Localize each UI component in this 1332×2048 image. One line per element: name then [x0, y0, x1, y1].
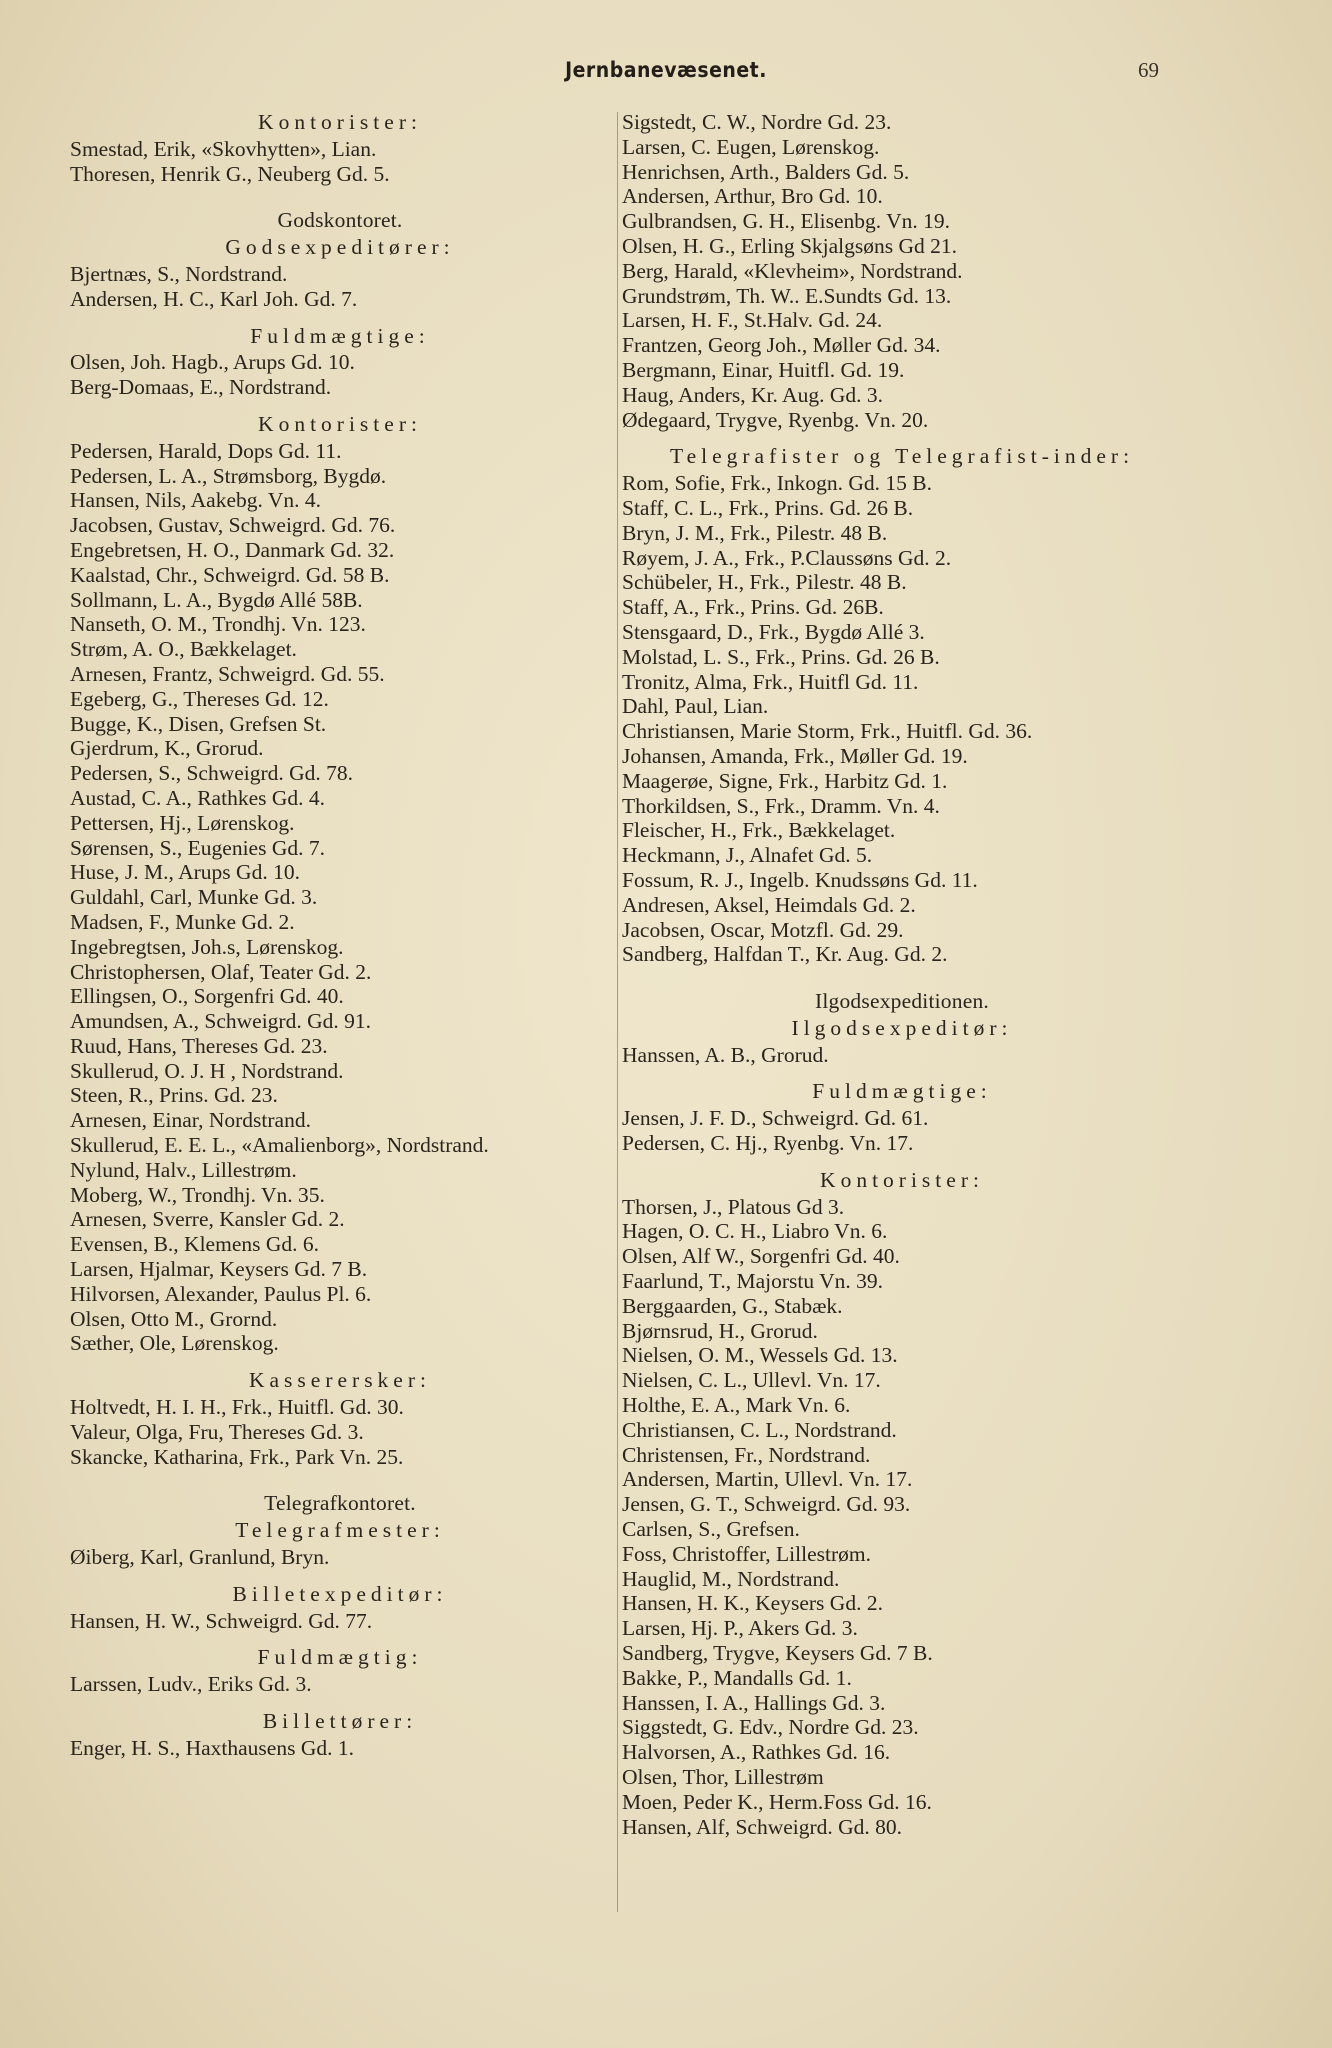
directory-entry: Dahl, Paul, Lian.: [622, 694, 769, 719]
left-column: [70, 110, 610, 1761]
directory-section: [622, 1067, 1182, 1155]
directory-entry: Rom, Sofie, Frk., Inkogn. Gd. 15 B.: [622, 471, 932, 496]
office-title: Ilgodsexpeditionen.: [815, 989, 989, 1014]
directory-entry: Bakke, P., Mandalls Gd. 1.: [622, 1665, 852, 1690]
directory-entry: Gjerdrum, K., Grorud.: [70, 736, 264, 761]
section-heading: Billettører:: [262, 1709, 418, 1734]
directory-entry: Jensen, G. T., Schweigrd. Gd. 93.: [622, 1492, 911, 1517]
directory-entry: Madsen, F., Munke Gd. 2.: [70, 909, 295, 934]
section-gap: [70, 1356, 610, 1366]
directory-entry: Huse, J. M., Arups Gd. 10.: [70, 860, 300, 885]
directory-entry: Hauglid, M., Nordstrand.: [622, 1566, 840, 1591]
right-column: [622, 110, 1182, 1839]
directory-entry: Hagen, O. C. H., Liabro Vn. 6.: [622, 1219, 888, 1244]
directory-entry: Olsen, H. G., Erling Skjalgsøns Gd 21.: [622, 233, 958, 258]
directory-section: [70, 110, 610, 186]
directory-entry: Hansen, Alf, Schweigrd. Gd. 80.: [622, 1814, 903, 1839]
directory-entry: Engebretsen, H. O., Danmark Gd. 32.: [70, 537, 395, 562]
directory-entry: Bugge, K., Disen, Grefsen St.: [70, 711, 327, 736]
directory-entry: Sigstedt, C. W., Nordre Gd. 23.: [622, 110, 892, 134]
section-heading: Kasserersker:: [248, 1368, 431, 1393]
directory-entry: Strøm, A. O., Bækkelaget.: [70, 637, 297, 662]
directory-entry: Ødegaard, Trygve, Ryenbg. Vn. 20.: [622, 407, 929, 432]
directory-entry: Tronitz, Alma, Frk., Huitfl Gd. 11.: [622, 669, 919, 694]
section-gap: [70, 312, 610, 322]
section-heading: Fuldmægtige:: [812, 1079, 992, 1104]
section-heading: Fuldmægtige:: [250, 323, 430, 348]
directory-entry: Egeberg, G., Thereses Gd. 12.: [70, 686, 329, 711]
directory-entry: Stensgaard, D., Frk., Bygdø Allé 3.: [622, 619, 925, 644]
directory-entry: Larssen, Ludv., Eriks Gd. 3.: [70, 1672, 312, 1697]
directory-section: [70, 1469, 610, 1569]
directory-entry: Enger, H. S., Haxthausens Gd. 1.: [70, 1735, 354, 1760]
directory-entry: Jacobsen, Gustav, Schweigrd. Gd. 76.: [70, 513, 396, 538]
directory-entry: Hanssen, I. A., Hallings Gd. 3.: [622, 1690, 886, 1715]
directory-entry: Smestad, Erik, «Skovhytten», Lian.: [70, 136, 377, 161]
directory-entry: Holthe, E. A., Mark Vn. 6.: [622, 1393, 851, 1418]
directory-entry: Hansen, Nils, Aakebg. Vn. 4.: [70, 488, 322, 513]
directory-entry: Olsen, Alf W., Sorgenfri Gd. 40.: [622, 1244, 900, 1269]
directory-entry: Christiansen, Marie Storm, Frk., Huitfl. Gd. 36.: [622, 719, 1033, 744]
directory-entry: Andersen, Martin, Ullevl. Vn. 17.: [622, 1467, 913, 1492]
directory-entry: Grundstrøm, Th. W.. E.Sundts Gd. 13.: [622, 283, 952, 308]
section-heading: Ilgodsexpeditør:: [791, 1015, 1013, 1040]
section-gap: [70, 1570, 610, 1580]
directory-entry: Molstad, L. S., Frk., Prins. Gd. 26 B.: [622, 644, 940, 669]
directory-entry: Maagerøe, Signe, Frk., Harbitz Gd. 1.: [622, 768, 948, 793]
directory-entry: Christophersen, Olaf, Teater Gd. 2.: [70, 959, 372, 984]
directory-entry: Moberg, W., Trondhj. Vn. 35.: [70, 1182, 325, 1207]
directory-section: [622, 1156, 1182, 1840]
directory-entry: Sæther, Ole, Lørenskog.: [70, 1331, 279, 1356]
directory-entry: Arnesen, Sverre, Kansler Gd. 2.: [70, 1207, 345, 1232]
directory-entry: Thorkildsen, S., Frk., Dramm. Vn. 4.: [622, 793, 940, 818]
directory-section: [70, 1570, 610, 1634]
section-heading: Billetexpeditør:: [232, 1581, 448, 1606]
section-heading: Telegrafmester:: [235, 1518, 445, 1543]
directory-entry: Heckmann, J., Alnafet Gd. 5.: [622, 843, 873, 868]
section-gap: [622, 967, 1182, 977]
directory-entry: Arnesen, Frantz, Schweigrd. Gd. 55.: [70, 661, 385, 686]
directory-entry: Sandberg, Trygve, Keysers Gd. 7 B.: [622, 1641, 933, 1666]
office-title: Godskontoret.: [277, 208, 403, 233]
directory-section: [70, 1633, 610, 1697]
section-gap: [70, 1469, 610, 1479]
directory-section: [70, 400, 610, 1356]
directory-entry: Olsen, Thor, Lillestrøm: [622, 1765, 824, 1789]
section-gap: [70, 186, 610, 196]
directory-entry: Bryn, J. M., Frk., Pilestr. 48 B.: [622, 520, 888, 545]
directory-entry: Austad, C. A., Rathkes Gd. 4.: [70, 785, 326, 810]
directory-entry: Pedersen, S., Schweigrd. Gd. 78.: [70, 761, 354, 786]
directory-section: [622, 432, 1182, 967]
section-gap: [622, 432, 1182, 442]
directory-entry: Nielsen, O. M., Wessels Gd. 13.: [622, 1343, 898, 1368]
directory-entry: Hansen, H. W., Schweigrd. Gd. 77.: [70, 1608, 373, 1633]
section-heading: Telegrafister og Telegrafist-inder:: [669, 444, 1135, 469]
directory-entry: Staff, A., Frk., Prins. Gd. 26B.: [622, 595, 884, 620]
directory-entry: Foss, Christoffer, Lillestrøm.: [622, 1541, 871, 1566]
directory-entry: Holtvedt, H. I. H., Frk., Huitfl. Gd. 30.: [70, 1395, 404, 1420]
directory-entry: Ruud, Hans, Thereses Gd. 23.: [70, 1033, 328, 1058]
directory-entry: Sørensen, S., Eugenies Gd. 7.: [70, 835, 325, 860]
directory-entry: Guldahl, Carl, Munke Gd. 3.: [70, 885, 318, 910]
directory-entry: Olsen, Otto M., Grornd.: [70, 1306, 278, 1331]
directory-entry: Haug, Anders, Kr. Aug. Gd. 3.: [622, 382, 883, 407]
directory-entry: Fleischer, H., Frk., Bækkelaget.: [622, 818, 896, 843]
section-gap: [622, 1067, 1182, 1077]
page-number: 69: [1138, 58, 1159, 82]
directory-entry: Ingebregtsen, Joh.s, Lørenskog.: [70, 934, 344, 959]
directory-entry: Ellingsen, O., Sorgenfri Gd. 40.: [70, 984, 344, 1009]
directory-entry: Kaalstad, Chr., Schweigrd. Gd. 58 B.: [70, 562, 390, 587]
directory-entry: Christiansen, C. L., Nordstrand.: [622, 1417, 897, 1442]
directory-entry: Sollmann, L. A., Bygdø Allé 58B.: [70, 587, 363, 612]
directory-entry: Berg-Domaas, E., Nordstrand.: [70, 375, 332, 400]
directory-entry: Moen, Peder K., Herm.Foss Gd. 16.: [622, 1789, 932, 1814]
directory-entry: Valeur, Olga, Fru, Thereses Gd. 3.: [70, 1419, 364, 1444]
directory-entry: Jacobsen, Oscar, Motzfl. Gd. 29.: [622, 917, 904, 942]
directory-section: [70, 312, 610, 400]
directory-entry: Henrichsen, Arth., Balders Gd. 5.: [622, 159, 910, 184]
directory-entry: Skullerud, O. J. H , Nordstrand.: [70, 1058, 344, 1083]
directory-entry: Schübeler, H., Frk., Pilestr. 48 B.: [622, 570, 907, 595]
directory-entry: Christensen, Fr., Nordstrand.: [622, 1442, 871, 1467]
directory-entry: Larsen, Hj. P., Akers Gd. 3.: [622, 1616, 858, 1641]
directory-entry: Nielsen, C. L., Ullevl. Vn. 17.: [622, 1368, 881, 1393]
section-heading: Kontorister:: [258, 411, 422, 436]
section-gap: [70, 400, 610, 410]
directory-entry: Hilvorsen, Alexander, Paulus Pl. 6.: [70, 1281, 372, 1306]
directory-entry: Halvorsen, A., Rathkes Gd. 16.: [622, 1740, 891, 1765]
directory-entry: Steen, R., Prins. Gd. 23.: [70, 1083, 278, 1108]
directory-entry: Andersen, Arthur, Bro Gd. 10.: [622, 184, 883, 209]
directory-entry: Pedersen, L. A., Strømsborg, Bygdø.: [70, 463, 387, 488]
directory-entry: Siggstedt, G. Edv., Nordre Gd. 23.: [622, 1715, 919, 1740]
directory-entry: Pedersen, C. Hj., Ryenbg. Vn. 17.: [622, 1131, 914, 1156]
directory-entry: Nanseth, O. M., Trondhj. Vn. 123.: [70, 612, 366, 637]
directory-entry: Carlsen, S., Grefsen.: [622, 1517, 800, 1542]
section-heading: Kontorister:: [258, 110, 422, 134]
directory-entry: Faarlund, T., Majorstu Vn. 39.: [622, 1269, 883, 1294]
directory-section: [622, 967, 1182, 1067]
section-heading: Godsexpeditører:: [225, 235, 455, 260]
directory-entry: Olsen, Joh. Hagb., Arups Gd. 10.: [70, 350, 355, 375]
directory-section: [70, 1356, 610, 1469]
directory-entry: Evensen, B., Klemens Gd. 6.: [70, 1232, 320, 1257]
directory-section: [70, 186, 610, 311]
directory-entry: Thorsen, J., Platous Gd 3.: [622, 1194, 845, 1219]
page-title: Jernbanevæsenet.: [565, 58, 767, 82]
directory-entry: Frantzen, Georg Joh., Møller Gd. 34.: [622, 333, 941, 358]
directory-entry: Hansen, H. K., Keysers Gd. 2.: [622, 1591, 883, 1616]
directory-entry: Berg, Harald, «Klevheim», Nordstrand.: [622, 258, 963, 283]
column-divider: [617, 112, 618, 1912]
directory-entry: Hanssen, A. B., Grorud.: [622, 1042, 829, 1067]
office-title: Telegrafkontoret.: [264, 1491, 416, 1516]
directory-entry: Bjørnsrud, H., Grorud.: [622, 1318, 818, 1343]
directory-entry: Røyem, J. A., Frk., P.Claussøns Gd. 2.: [622, 545, 952, 570]
directory-entry: Larsen, C. Eugen, Lørenskog.: [622, 134, 880, 159]
directory-entry: Skancke, Katharina, Frk., Park Vn. 25.: [70, 1444, 404, 1469]
section-heading: Kontorister:: [820, 1167, 984, 1192]
directory-entry: Gulbrandsen, G. H., Elisenbg. Vn. 19.: [622, 209, 951, 234]
directory-entry: Bjertnæs, S., Nordstrand.: [70, 261, 288, 286]
directory-entry: Andresen, Aksel, Heimdals Gd. 2.: [622, 892, 916, 917]
directory-entry: Øiberg, Karl, Granlund, Bryn.: [70, 1545, 330, 1570]
directory-entry: Larsen, H. F., St.Halv. Gd. 24.: [622, 308, 883, 333]
directory-entry: Arnesen, Einar, Nordstrand.: [70, 1108, 311, 1133]
directory-entry: Johansen, Amanda, Frk., Møller Gd. 19.: [622, 743, 968, 768]
directory-entry: Pettersen, Hj., Lørenskog.: [70, 810, 295, 835]
section-gap: [70, 1697, 610, 1707]
section-gap: [70, 1633, 610, 1643]
directory-entry: Nylund, Halv., Lillestrøm.: [70, 1157, 297, 1182]
directory-entry: Bergmann, Einar, Huitfl. Gd. 19.: [622, 357, 905, 382]
directory-entry: Sandberg, Halfdan T., Kr. Aug. Gd. 2.: [622, 942, 948, 967]
directory-entry: Jensen, J. F. D., Schweigrd. Gd. 61.: [622, 1106, 929, 1131]
directory-entry: Staff, C. L., Frk., Prins. Gd. 26 B.: [622, 495, 914, 520]
directory-entry: Fossum, R. J., Ingelb. Knudssøns Gd. 11.: [622, 867, 978, 892]
directory-section: [70, 1697, 610, 1761]
directory-entry: Berggaarden, G., Stabæk.: [622, 1293, 843, 1318]
directory-entry: Thoresen, Henrik G., Neuberg Gd. 5.: [70, 161, 390, 186]
directory-entry: Skullerud, E. E. L., «Amalienborg», Nordstrand.: [70, 1133, 489, 1158]
directory-entry: Pedersen, Harald, Dops Gd. 11.: [70, 438, 342, 463]
section-gap: [622, 1156, 1182, 1166]
section-heading: Fuldmægtig:: [257, 1645, 423, 1670]
directory-section: [622, 110, 1182, 432]
directory-entry: Andersen, H. C., Karl Joh. Gd. 7.: [70, 286, 358, 311]
directory-entry: Amundsen, A., Schweigrd. Gd. 91.: [70, 1009, 371, 1034]
directory-entry: Larsen, Hjalmar, Keysers Gd. 7 B.: [70, 1257, 368, 1282]
